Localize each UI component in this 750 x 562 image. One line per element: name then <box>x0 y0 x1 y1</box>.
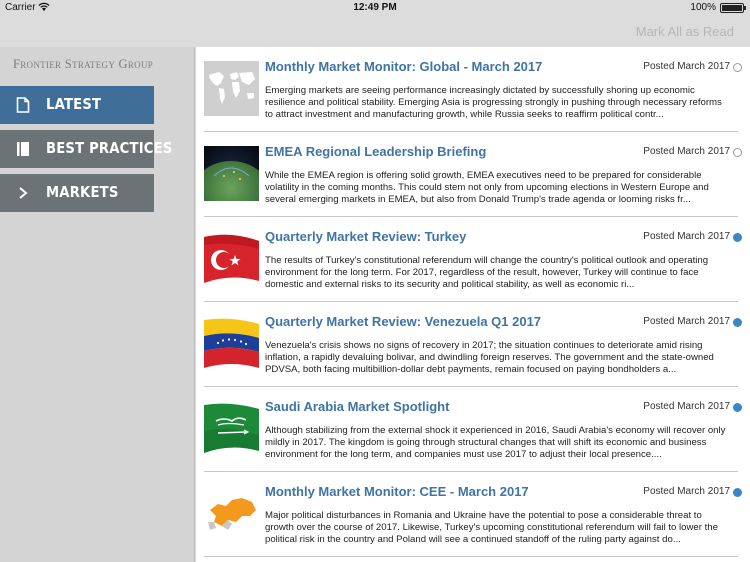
unread-status-indicator <box>733 403 742 412</box>
brand-logo: Frontier Strategy Group <box>13 57 154 71</box>
read-status-indicator <box>733 148 742 157</box>
article-summary: Although stabilizing from the external shock it experienced in 2016, Saudi Arabia's economy will recover only mildly in 2017. The kingdom is going through structural changes that will shift its economic and business environment for the long term, and companies must use 2017 to adjust their local presence.... <box>265 425 726 460</box>
article-summary: Emerging markets are seeing performance increasingly dictated by successfully shoring up economic resilience and political stability. Emerging Asia is progressing strongly in pushing through necessary reforms to attract investment and manufacturing growth, while Russia seeks to reaffirm political contr... <box>265 85 722 120</box>
article-title[interactable]: EMEA Regional Leadership Briefing <box>265 144 487 159</box>
read-status-indicator <box>733 63 742 72</box>
posted-date: Posted March 2017 <box>643 146 730 157</box>
article-title[interactable]: Monthly Market Monitor: Global - March 2017 <box>265 59 543 74</box>
sidebar-item-label: LATEST <box>46 95 102 113</box>
sidebar-item-markets[interactable] <box>0 174 154 212</box>
article-summary: While the EMEA region is offering solid growth, EMEA executives need to be prepared for considerable volatility in the coming months. This could stem not only from upcoming elections in Western Europe and several emerging markets in EMEA, but also from Donald Trump's trade agenda or looming risks fr... <box>265 170 709 205</box>
article-summary: The results of Turkey's constitutional referendum will change the country's political outlook and operating environment for the long term. For 2017, regardless of the result, however, Turkey will continue to face domestic and external risks to its security and political stability, as well as economic ri... <box>265 255 709 290</box>
article-title[interactable]: Quarterly Market Review: Turkey <box>265 229 467 244</box>
article-title[interactable]: Monthly Market Monitor: CEE - March 2017 <box>265 484 529 499</box>
globe-thumbnail <box>204 146 259 201</box>
cee-map-thumbnail <box>204 486 259 541</box>
divider <box>204 556 738 557</box>
mark-all-read-button[interactable]: Mark All as Read <box>635 24 734 39</box>
unread-status-indicator <box>733 488 742 497</box>
battery-icon <box>720 3 744 13</box>
list-item[interactable] <box>196 47 750 132</box>
nav-bar <box>0 16 750 47</box>
posted-date: Posted March 2017 <box>643 316 730 327</box>
status-bar <box>0 0 750 16</box>
posted-date: Posted March 2017 <box>643 401 730 412</box>
world-map-thumbnail <box>204 61 259 116</box>
article-summary: Major political disturbances in Romania and Ukraine have the potential to pose a considerable threat to growth over the course of 2017. Likewise, Turkey's upcoming constitutional referendum will fail to lower the political risk in the country and Poland will see a continued standoff of the ruling party against do... <box>265 510 718 545</box>
unread-status-indicator <box>733 318 742 327</box>
article-title[interactable]: Quarterly Market Review: Venezuela Q1 2017 <box>265 314 542 329</box>
chevron-right-icon <box>16 185 30 201</box>
carrier-label: Carrier <box>5 2 36 13</box>
list-item[interactable] <box>196 387 750 472</box>
list-item[interactable] <box>196 472 750 557</box>
sidebar-item-best-practices[interactable] <box>0 130 173 168</box>
list-item[interactable] <box>196 302 750 387</box>
article-summary: Venezuela's crisis shows no signs of recovery in 2017; the situation continues to deteriorate amid rising inflation, a rapidly devaluing bolivar, and dwindling foreign reserves. The government and the state-owned PDVSA, both facing multibillion-dollar debt payments, remain focused on paying bondholders a... <box>265 340 714 375</box>
sidebar-item-label: MARKETS <box>46 183 119 201</box>
turkey-flag-thumbnail <box>204 231 259 286</box>
book-icon <box>16 141 30 157</box>
sidebar-item-label: BEST PRACTICES <box>46 139 173 157</box>
document-icon <box>16 97 30 113</box>
unread-status-indicator <box>733 233 742 242</box>
list-item[interactable] <box>196 217 750 302</box>
venezuela-flag-thumbnail <box>204 316 259 371</box>
list-item[interactable] <box>196 132 750 217</box>
posted-date: Posted March 2017 <box>643 231 730 242</box>
sidebar-item-latest[interactable] <box>0 86 154 124</box>
saudi-flag-thumbnail <box>204 401 259 456</box>
battery-percent: 100% <box>690 2 716 13</box>
sidebar <box>0 47 195 562</box>
clock: 12:49 PM <box>353 2 397 13</box>
article-title[interactable]: Saudi Arabia Market Spotlight <box>265 399 450 414</box>
article-list <box>196 47 750 562</box>
posted-date: Posted March 2017 <box>643 61 730 72</box>
posted-date: Posted March 2017 <box>643 486 730 497</box>
